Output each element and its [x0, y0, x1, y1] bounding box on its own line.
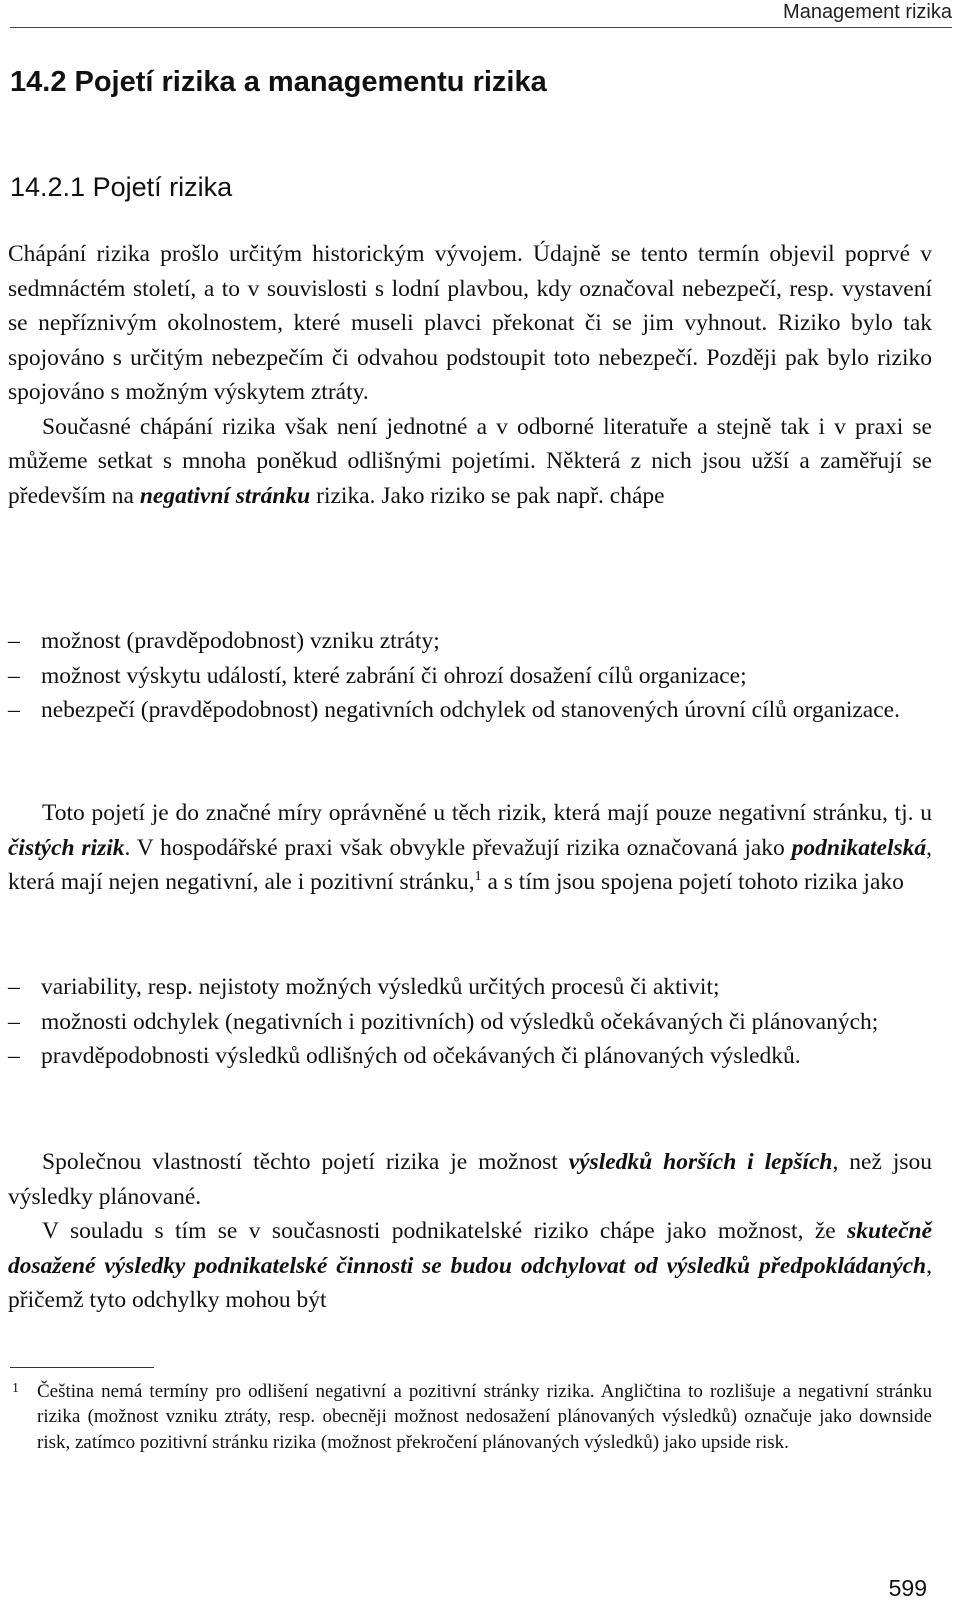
list-item-text: nebezpečí (pravděpodobnost) negativních odchylek od stanovených úrovní cílů organizace.: [41, 697, 900, 723]
list-item-text: možnost (pravděpodobnost) vzniku ztráty;: [41, 628, 440, 654]
text-run: V souladu s tím se v současnosti podnikatelské riziko chápe jako možnost, že: [42, 1218, 848, 1244]
list-item-text: variability, resp. nejistoty možných výsledků určitých procesů či aktivit;: [41, 974, 720, 1000]
risk-concept-list-block: [8, 970, 932, 1074]
pure-vs-business-risk-block: [8, 796, 932, 900]
text-run: Současné chápání rizika však není jednotné a v odborné literatuře a stejně tak i v praxi se můžeme setkat s mnoha poněkud odlišnými pojetími. Některá z nich jsou užší a zaměřují se především na: [8, 413, 932, 509]
emphasis-deviation-definition: skutečně dosažené výsledky podnikatelské činnosti se budou odchylovat od výsledků předpokládaných: [8, 1218, 932, 1279]
paragraph-current-understanding: [8, 410, 932, 514]
list-item: [8, 1005, 932, 1040]
text-run: . V hospodářské praxi však obvykle převažují rizika označovaná jako: [124, 834, 792, 861]
list-item: [8, 1039, 932, 1074]
paragraph-common-property: [8, 1145, 932, 1214]
dash-marker: –: [8, 1008, 20, 1035]
footnote: [8, 1379, 932, 1455]
footnote-text: Čeština nemá termíny pro odlišení negativní a pozitivní stránky rizika. Angličtina to rozlišuje a negativní stránku rizika (možnost vzniku ztráty, resp. obecněji možnost nedosažení plánovaných výsledků) označuje jako downside risk, zatímco pozitivní stránku rizika (možnost překročení plánovaných výsledků) jako upside risk.: [37, 1381, 932, 1453]
paragraph-pure-vs-business: [8, 796, 932, 900]
list-item-text: možnost výskytu událostí, které zabrání či ohrozí dosažení cílů organizace;: [41, 662, 747, 689]
dash-marker: –: [8, 1043, 20, 1069]
page-number: 599: [888, 1575, 927, 1601]
text-run: , která mají nejen negativní, ale i pozitivní stránku,: [8, 834, 932, 895]
risk-concept-list: [8, 970, 932, 1074]
negative-risk-list: [8, 624, 932, 728]
emphasis-business-risks: podnikatelská: [791, 834, 927, 861]
dash-marker: –: [8, 974, 20, 1000]
list-item: [8, 659, 932, 694]
emphasis-pure-risks: čistých rizik: [8, 834, 125, 861]
footnote-number: 1: [12, 1381, 19, 1396]
text-run: rizika. Jako riziko se pak např. chápe: [310, 482, 665, 509]
text-run: , než jsou výsledky plánované.: [8, 1149, 932, 1210]
list-item: [8, 970, 932, 1005]
text-run: Společnou vlastností těchto pojetí rizika je možnost: [42, 1149, 569, 1175]
text-run: Toto pojetí je do značné míry oprávněné u těch rizik, která mají pouze negativní stránku, tj. u: [42, 800, 932, 826]
paragraph-business-risk-definition: [8, 1214, 932, 1318]
footnote-divider: [10, 1367, 154, 1368]
text-run: a s tím jsou spojena pojetí tohoto rizika jako: [481, 869, 904, 895]
subsection-heading: 14.2.1 Pojetí rizika: [10, 172, 233, 202]
text-run: , přičemž tyto odchylky mohou být: [8, 1252, 932, 1313]
emphasis-worse-and-better-results: výsledků horších i lepších: [568, 1149, 833, 1175]
negative-risk-list-block: [8, 624, 932, 728]
dash-marker: –: [8, 697, 20, 723]
list-item-text: pravděpodobnosti výsledků odlišných od očekávaných či plánovaných výsledků.: [41, 1043, 801, 1069]
section-heading: 14.2 Pojetí rizika a managementu rizika: [10, 66, 547, 98]
list-item: [8, 624, 932, 659]
list-item: [8, 693, 932, 728]
intro-paragraphs: [8, 237, 932, 513]
emphasis-negative-side: negativní stránku: [139, 482, 311, 509]
closing-paragraphs: [8, 1145, 932, 1318]
paragraph-historical: Chápání rizika prošlo určitým historickým vývojem. Údajně se tento termín objevil poprvé v sedmnáctém století, a to v souvislosti s lodní plavbou, kdy označoval nebezpečí, resp. vystavení se nepříznivým okolnostem, které museli plavci překonat či se jim vyhnout. Riziko bylo tak spojováno s určitým nebezpečím či odvahou podstoupit toto nebezpečí. Později pak bylo riziko spojováno s možným výskytem ztráty.: [8, 241, 932, 405]
list-item-text: možnosti odchylek (negativních i pozitivních) od výsledků očekávaných či plánovaných;: [41, 1008, 879, 1035]
footnote-reference[interactable]: 1: [474, 869, 482, 884]
dash-marker: –: [8, 662, 20, 689]
running-head: Management rizika: [10, 0, 952, 28]
dash-marker: –: [8, 628, 20, 654]
